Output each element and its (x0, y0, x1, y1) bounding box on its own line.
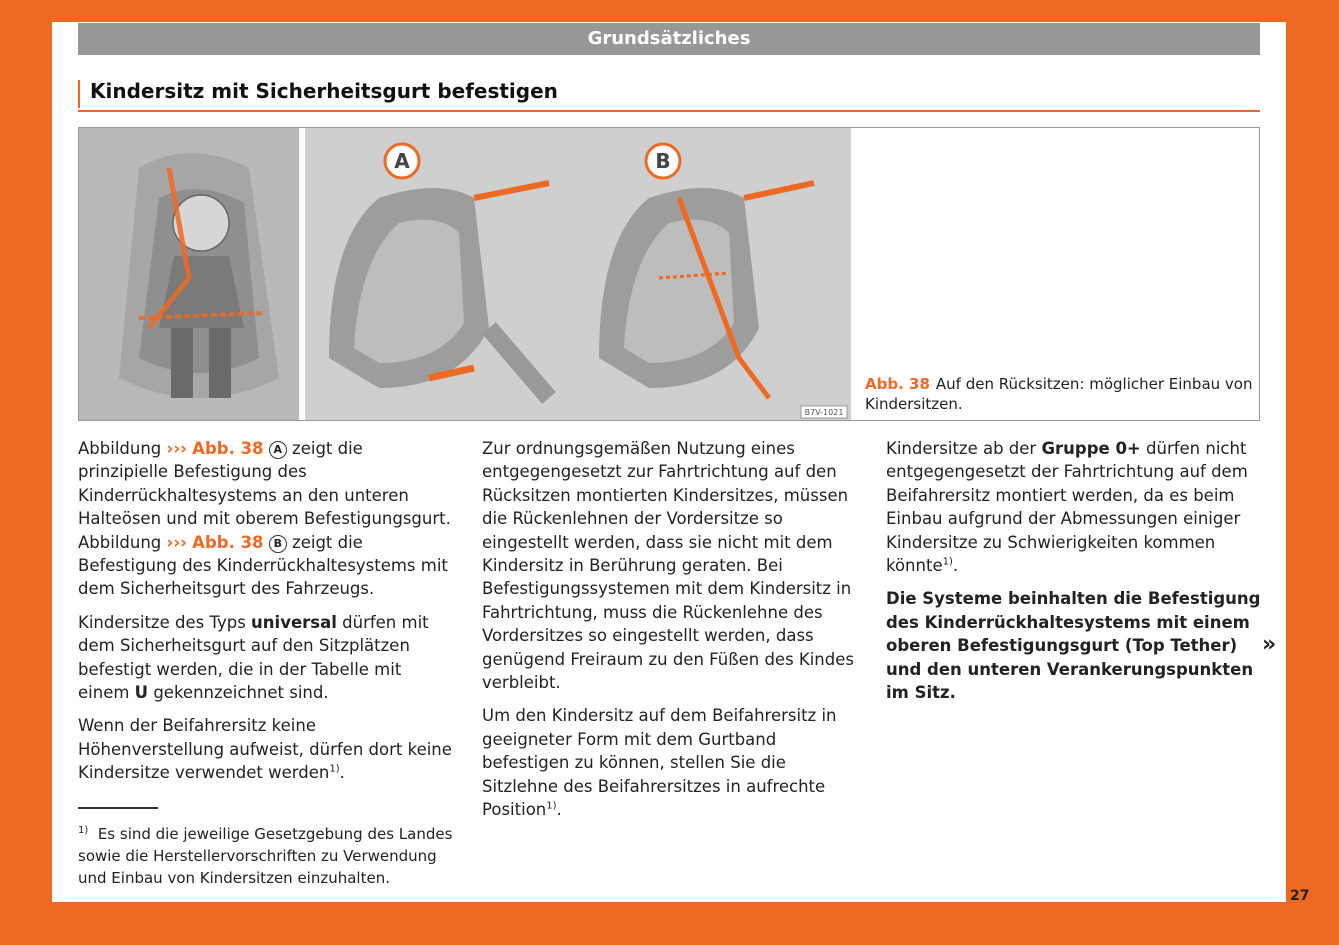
figure-code: B7V-1021 (804, 408, 844, 417)
footnote (78, 823, 458, 889)
footnote-divider (78, 807, 158, 809)
bold-paragraph: Die Systeme beinhalten die Befestigung des Kinderrückhaltesystems mit einem oberen Befestigungsgurt (Top Tether) und den unteren Verankerungspunkten im Sitz. (886, 589, 1261, 703)
figure-link[interactable]: Abb. 38 (192, 439, 264, 458)
paragraph: Zur ordnungsgemäßen Nutzung eines entgegengesetzt zur Fahrtrichtung auf den Rücksitzen montierten Kindersitzes, müssen die Rückenlehnen der Vordersitze so eingestellt werden, dass sie nicht mit dem Kindersitz in Berührung geraten. Bei Befestigungssystemen mit dem Kindersitz in Fahrtrichtung, muss die Rückenlehne des Vordersitzes so eingestellt werden, dass genügend Freiraum zu den Füßen des Kindes verbleibt. (482, 439, 854, 693)
footnote-marker: 1) (78, 825, 89, 836)
figure-caption (865, 374, 1255, 414)
chapter-header: Grundsätzliches (78, 23, 1260, 55)
paragraph: Wenn der Beifahrersitz keine Höhenverstellung aufweist, dürfen dort keine Kindersitze verwendet werden$^{1)}$. (78, 716, 452, 783)
caption-text: Auf den Rücksitzen: möglicher Einbau von Kindersitzen. (865, 375, 1253, 413)
figure-label-b: B (655, 149, 671, 173)
paragraph: Kindersitze ab der Gruppe 0+ dürfen nicht entgegengesetzt der Fahrtrichtung auf dem Beifahrersitz montiert werden, da es beim Einbau aufgrund der Abmessungen einiger Kindersitze zu Schwierigkeiten kommen könnte$^{1)}$. (886, 439, 1248, 576)
callout-circle-a: A (269, 441, 287, 459)
callout-circle-b: B (269, 535, 287, 553)
footnote-ref[interactable]: 1) (329, 763, 340, 775)
paragraph: Kindersitze des Typs universal dürfen mit dem Sicherheitsgurt auf den Sitzplätzen befestigt werden, die in der Tabelle mit einem U gekennzeichnet sind. (78, 612, 429, 703)
child-seat-illustration (79, 128, 851, 420)
paragraph: Abbildung ››› Abb. 38 A zeigt die prinzipielle Befestigung des Kinderrückhaltesystems an den unteren Halteösen und mit oberem Befestigungsgurt. Abbildung ››› Abb. 38 B zeigt die Befestigung des Kinderrückhaltesystems mit dem Sicherheitsgurt des Fahrzeugs. (78, 439, 451, 599)
continue-marker: » (1262, 632, 1277, 657)
footnote-text: Es sind die jeweilige Gesetzgebung des Landes sowie die Herstellervorschriften zu Verwendung und Einbau von Kindersitzen einzuhalten. (78, 825, 453, 887)
figure-link[interactable]: Abb. 38 (192, 532, 264, 552)
section-title: Kindersitz mit Sicherheitsgurt befestigen (90, 79, 558, 103)
text-column-3 (886, 437, 1264, 714)
text-column-2 (482, 437, 860, 832)
text-column-1 (78, 437, 456, 795)
figure-illustration (79, 128, 851, 420)
page-number: 27 (1290, 888, 1310, 904)
footnote-ref[interactable]: 1) (942, 556, 953, 568)
section-heading (78, 76, 1260, 112)
figure-link-arrows[interactable]: ››› (166, 532, 187, 552)
paragraph: Um den Kindersitz auf dem Beifahrersitz in geeigneter Form mit dem Gurtband befestigen zu können, stellen Sie die Sitzlehne des Beifahrersitzes in aufrechte Position$^{1)}$. (482, 706, 837, 820)
heading-accent-mark (78, 80, 80, 108)
footnote-ref[interactable]: 1) (546, 800, 557, 812)
figure-box (78, 127, 1260, 421)
figure-label-a: A (394, 149, 410, 173)
figure-link-arrows[interactable]: ››› (166, 439, 187, 458)
caption-ref: Abb. 38 (865, 375, 930, 393)
